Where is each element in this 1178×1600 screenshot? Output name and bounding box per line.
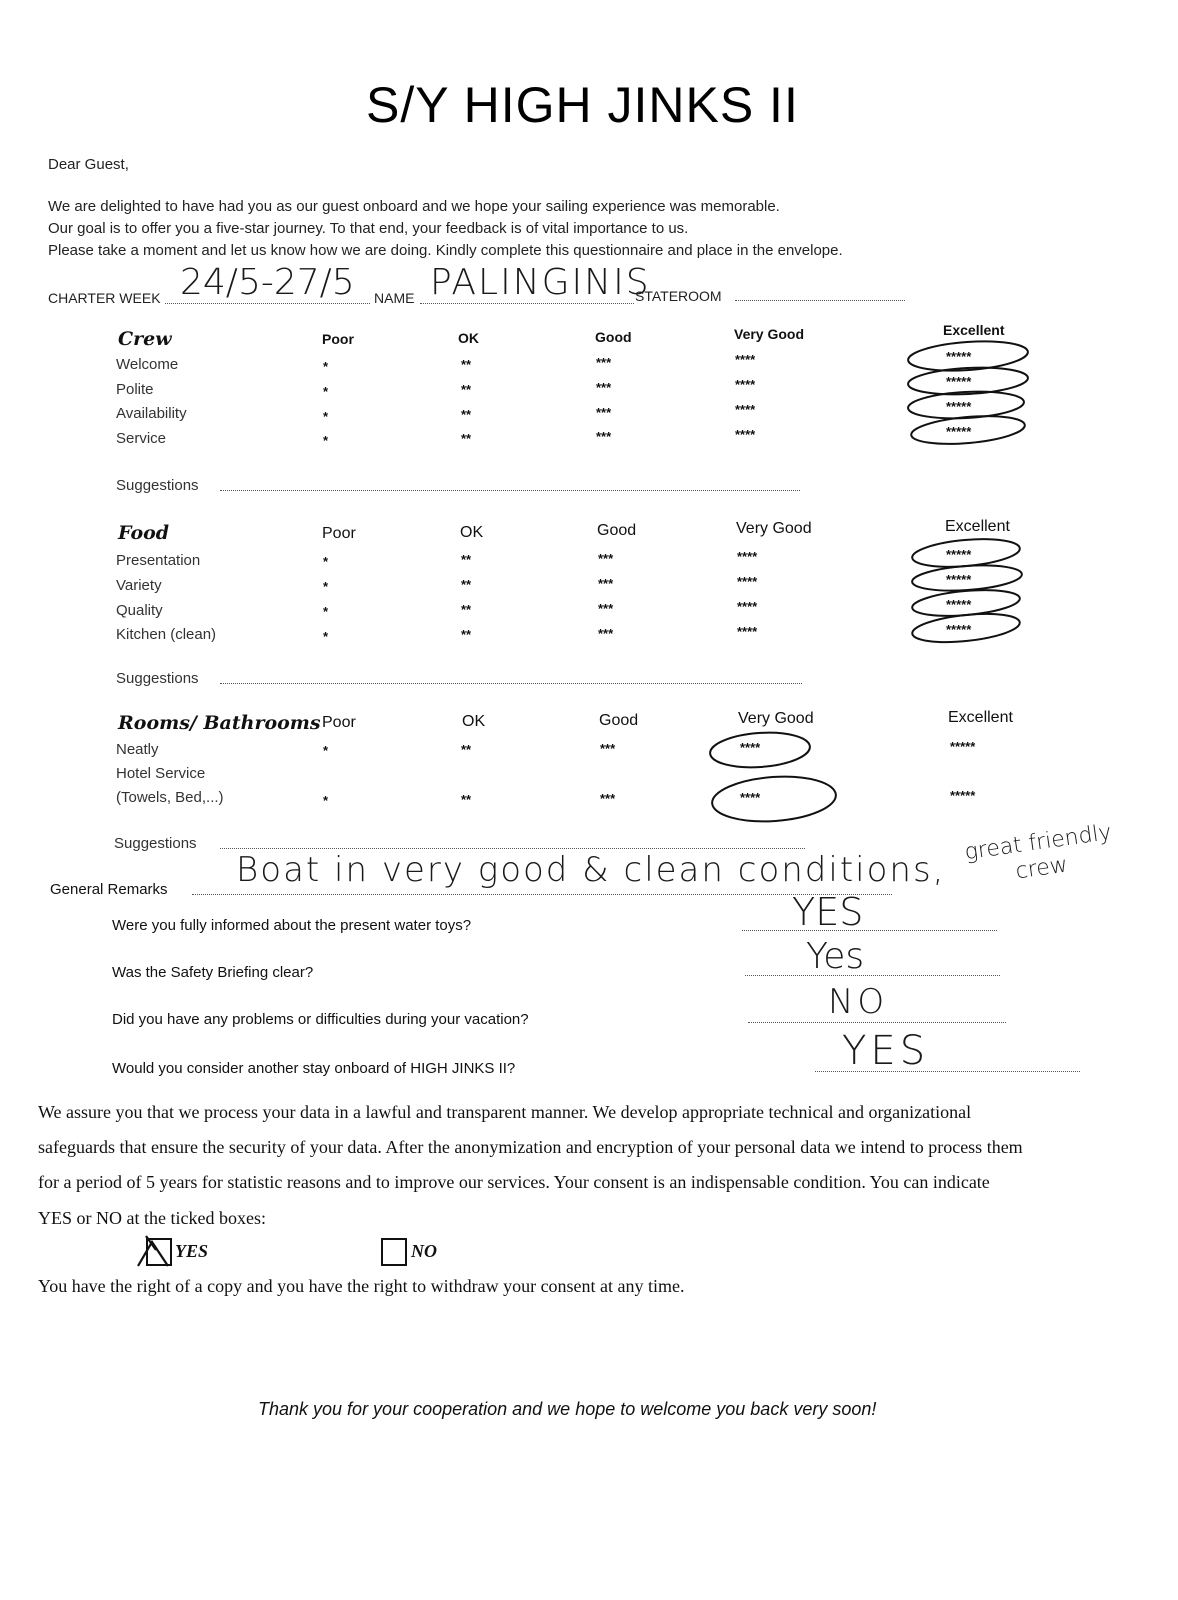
star-rating-option[interactable]: * xyxy=(323,359,329,374)
star-rating-option[interactable]: ** xyxy=(461,382,472,397)
check-mark-icon xyxy=(144,1236,170,1264)
suggestions-input[interactable] xyxy=(220,490,800,491)
star-rating-option[interactable]: * xyxy=(323,629,329,644)
question-text: Were you fully informed about the present water toys? xyxy=(112,917,472,934)
star-rating-option[interactable]: **** xyxy=(735,402,756,417)
stateroom-label: STATEROOM xyxy=(635,288,722,304)
general-remarks-extra: great friendly crew xyxy=(963,819,1114,885)
star-rating-option[interactable]: **** xyxy=(737,549,758,564)
star-rating-option[interactable]: *** xyxy=(598,551,614,566)
rating-header: OK xyxy=(462,713,486,730)
food-row-label: Variety xyxy=(116,577,162,594)
star-rating-option[interactable]: *** xyxy=(598,626,614,641)
star-rating-option[interactable]: * xyxy=(323,384,329,399)
intro-line: Please take a moment and let us know how we are doing. Kindly complete this questionnaire and place in the envelope. xyxy=(48,242,843,259)
star-rating-option[interactable]: ***** xyxy=(946,597,972,612)
star-rating-option[interactable]: * xyxy=(323,554,329,569)
thanks-text: Thank you for your cooperation and we hope to welcome you back very soon! xyxy=(258,1399,877,1419)
consent-yes-label: YES xyxy=(175,1241,209,1261)
star-rating-option[interactable]: ** xyxy=(461,552,472,567)
intro-line: We are delighted to have had you as our guest onboard and we hope your sailing experience was memorable. xyxy=(48,198,780,215)
star-rating-option[interactable]: **** xyxy=(735,352,756,367)
star-rating-option[interactable]: ** xyxy=(461,357,472,372)
selected-rating-oval xyxy=(711,773,838,826)
star-rating-option[interactable]: **** xyxy=(735,377,756,392)
crew-section-title: Crew xyxy=(118,328,172,350)
rating-header: Very Good xyxy=(734,326,805,342)
rating-header: Poor xyxy=(322,525,356,542)
legal-text: safeguards that ensure the security of your data. After the anonymization and encryption of your personal data we intend to process them xyxy=(38,1137,1023,1157)
rooms-row-label: Hotel Service xyxy=(116,765,206,782)
crew-row-label: Service xyxy=(116,430,167,447)
food-row-label: Presentation xyxy=(116,552,201,569)
rights-text: You have the right of a copy and you have the right to withdraw your consent at any time. xyxy=(38,1276,685,1296)
question-text: Would you consider another stay onboard of HIGH JINKS II? xyxy=(112,1060,516,1077)
rating-header: Poor xyxy=(322,331,354,347)
crew-row-label: Polite xyxy=(116,381,154,398)
rating-header: Very Good xyxy=(738,710,814,727)
rating-header: Excellent xyxy=(943,322,1005,338)
rating-header: Good xyxy=(595,329,632,345)
intro-line: Our goal is to offer you a five-star journey. To that end, your feedback is of vital importance to us. xyxy=(48,220,689,237)
star-rating-option[interactable]: **** xyxy=(737,624,758,639)
name-label: NAME xyxy=(374,290,415,306)
star-rating-option[interactable]: * xyxy=(323,409,329,424)
legal-text: YES or NO at the ticked boxes: xyxy=(38,1208,266,1228)
star-rating-option[interactable]: ***** xyxy=(950,788,976,803)
star-rating-option[interactable]: *** xyxy=(598,576,614,591)
star-rating-option[interactable]: *** xyxy=(596,355,612,370)
question-text: Did you have any problems or difficulties during your vacation? xyxy=(112,1011,529,1028)
crew-row-label: Welcome xyxy=(116,356,179,373)
suggestions-label: Suggestions xyxy=(116,477,199,494)
star-rating-option[interactable]: *** xyxy=(596,405,612,420)
star-rating-option[interactable]: ***** xyxy=(950,739,976,754)
crew-row-label: Availability xyxy=(116,405,187,422)
charter-week-label: CHARTER WEEK xyxy=(48,290,161,306)
star-rating-option[interactable]: **** xyxy=(740,790,761,805)
star-rating-option[interactable]: ** xyxy=(461,602,472,617)
rating-header: OK xyxy=(460,524,484,541)
rating-header: OK xyxy=(458,330,479,346)
suggestions-label: Suggestions xyxy=(114,835,197,852)
star-rating-option[interactable]: *** xyxy=(596,380,612,395)
star-rating-option[interactable]: ***** xyxy=(946,622,972,637)
star-rating-option[interactable]: **** xyxy=(737,599,758,614)
suggestions-input[interactable] xyxy=(220,848,805,849)
rating-header: Good xyxy=(597,522,637,539)
consent-no-label: NO xyxy=(411,1241,437,1261)
rating-header: Very Good xyxy=(736,520,812,537)
star-rating-option[interactable]: ***** xyxy=(946,572,972,587)
star-rating-option[interactable]: ***** xyxy=(946,399,972,414)
star-rating-option[interactable]: ***** xyxy=(946,424,972,439)
rating-header: Good xyxy=(599,712,639,729)
star-rating-option[interactable]: ** xyxy=(461,742,472,757)
rating-header: Excellent xyxy=(945,518,1010,535)
star-rating-option[interactable]: * xyxy=(323,604,329,619)
rooms-section-title: Rooms/ Bathrooms xyxy=(118,712,321,734)
greeting: Dear Guest, xyxy=(48,156,129,173)
star-rating-option[interactable]: * xyxy=(323,433,329,448)
answer-field[interactable]: Yes xyxy=(806,936,865,977)
food-section-title: Food xyxy=(118,522,170,544)
suggestions-label: Suggestions xyxy=(116,670,199,687)
food-row-label: Kitchen (clean) xyxy=(116,626,217,643)
legal-text: for a period of 5 years for statistic reasons and to improve our services. Your consent is an indispensable condition. You can indicate xyxy=(38,1172,990,1192)
rooms-row-label: Neatly xyxy=(116,741,159,758)
star-rating-option[interactable]: ***** xyxy=(946,374,972,389)
star-rating-option[interactable]: *** xyxy=(600,791,616,806)
page-title: S/Y HIGH JINKS II xyxy=(366,77,799,133)
star-rating-option[interactable]: * xyxy=(323,579,329,594)
rating-header: Excellent xyxy=(948,709,1013,726)
star-rating-option[interactable]: * xyxy=(323,743,329,758)
answer-field[interactable]: NO xyxy=(828,982,889,1022)
rooms-row-label: (Towels, Bed,...) xyxy=(116,789,224,806)
star-rating-option[interactable]: *** xyxy=(596,429,612,444)
name-field[interactable]: PALINGINIS xyxy=(430,262,651,303)
star-rating-option[interactable]: ***** xyxy=(946,349,972,364)
general-remarks-label: General Remarks xyxy=(50,881,168,898)
star-rating-option[interactable]: * xyxy=(323,793,329,808)
suggestions-input[interactable] xyxy=(220,683,802,684)
question-text: Was the Safety Briefing clear? xyxy=(112,964,314,981)
rating-header: Poor xyxy=(322,714,356,731)
consent-no-checkbox[interactable] xyxy=(381,1238,407,1266)
food-row-label: Quality xyxy=(116,602,163,619)
consent-yes-checkbox[interactable] xyxy=(146,1238,172,1266)
star-rating-option[interactable]: ** xyxy=(461,577,472,592)
star-rating-option[interactable]: ** xyxy=(461,431,472,446)
star-rating-option[interactable]: ***** xyxy=(946,547,972,562)
answer-field[interactable]: YES xyxy=(792,890,864,934)
charter-week-field[interactable]: 24/5-27/5 xyxy=(180,262,355,303)
general-remarks-field[interactable]: Boat in very good & clean conditions, xyxy=(236,850,946,890)
star-rating-option[interactable]: **** xyxy=(737,574,758,589)
star-rating-option[interactable]: ** xyxy=(461,407,472,422)
star-rating-option[interactable]: ** xyxy=(461,627,472,642)
star-rating-option[interactable]: **** xyxy=(740,740,761,755)
star-rating-option[interactable]: *** xyxy=(600,741,616,756)
star-rating-option[interactable]: *** xyxy=(598,601,614,616)
star-rating-option[interactable]: ** xyxy=(461,792,472,807)
answer-field[interactable]: YES xyxy=(842,1028,930,1074)
legal-text: We assure you that we process your data in a lawful and transparent manner. We develop appropriate technical and organizational xyxy=(38,1102,972,1122)
star-rating-option[interactable]: **** xyxy=(735,427,756,442)
